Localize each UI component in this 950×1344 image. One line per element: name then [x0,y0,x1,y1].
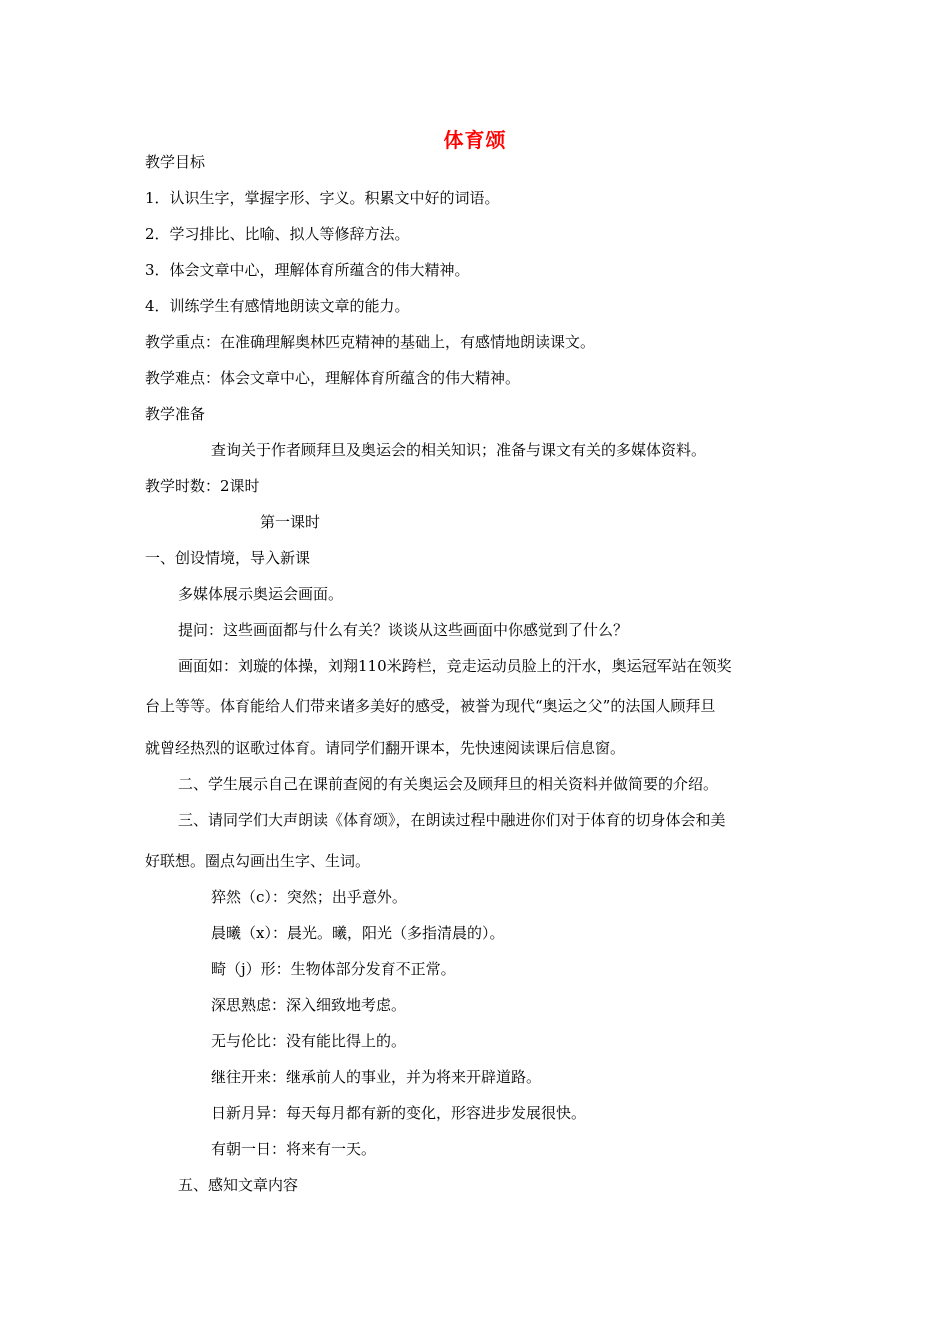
vocabulary-item: 畸（j）形：生物体部分发育不正常。 [211,960,456,978]
vocabulary-item: 日新月异：每天每月都有新的变化，形容进步发展很快。 [211,1104,587,1122]
section1-paragraph: 台上等等。体育能给人们带来诸多美好的感受，被誉为现代“奥运之父”的法国人顾拜旦 [145,697,716,715]
key-point: 教学重点：在准确理解奥林匹克精神的基础上，有感情地朗读课文。 [145,333,596,351]
objective-item: 1．认识生字，掌握字形、字义。积累文中好的词语。 [145,189,500,207]
vocabulary-item: 深思熟虑：深入细致地考虑。 [211,996,407,1014]
class-hours: 教学时数：2课时 [145,477,260,495]
section1-paragraph: 多媒体展示奥运会画面。 [178,585,344,603]
preparation-heading: 教学准备 [145,405,206,423]
section5-heading: 五、感知文章内容 [178,1176,299,1194]
document-title: 体育颂 [443,128,507,152]
section3-paragraph: 好联想。圈点勾画出生字、生词。 [145,852,371,870]
section1-paragraph: 提问：这些画面都与什么有关？谈谈从这些画面中你感觉到了什么？ [178,621,629,639]
vocabulary-item: 有朝一日：将来有一天。 [211,1140,377,1158]
section2-paragraph: 二、学生展示自己在课前查阅的有关奥运会及顾拜旦的相关资料并做简要的介绍。 [178,775,719,793]
difficult-point: 教学难点：体会文章中心，理解体育所蕴含的伟大精神。 [145,369,521,387]
objective-item: 2．学习排比、比喻、拟人等修辞方法。 [145,225,410,243]
vocabulary-item: 晨曦（x）：晨光。曦，阳光（多指清晨的）。 [211,924,505,942]
section1-heading: 一、创设情境，导入新课 [145,549,311,567]
vocabulary-item: 猝然（c）：突然；出乎意外。 [211,888,407,906]
lesson-heading: 第一课时 [260,513,321,531]
vocabulary-item: 继往开来：继承前人的事业，并为将来开辟道路。 [211,1068,542,1086]
section3-paragraph: 三、请同学们大声朗读《体育颂》，在朗读过程中融进你们对于体育的切身体会和美 [178,811,726,829]
objective-item: 4．训练学生有感情地朗读文章的能力。 [145,297,410,315]
objective-item: 3．体会文章中心，理解体育所蕴含的伟大精神。 [145,261,470,279]
section1-paragraph: 画面如：刘璇的体操，刘翔110米跨栏，竞走运动员脸上的汗水，奥运冠军站在领奖 [178,657,732,675]
preparation-text: 查询关于作者顾拜旦及奥运会的相关知识；准备与课文有关的多媒体资料。 [211,441,707,459]
section1-paragraph: 就曾经热烈的讴歌过体育。请同学们翻开课本，先快速阅读课后信息窗。 [145,739,626,757]
objectives-heading: 教学目标 [145,153,206,171]
vocabulary-item: 无与伦比：没有能比得上的。 [211,1032,407,1050]
